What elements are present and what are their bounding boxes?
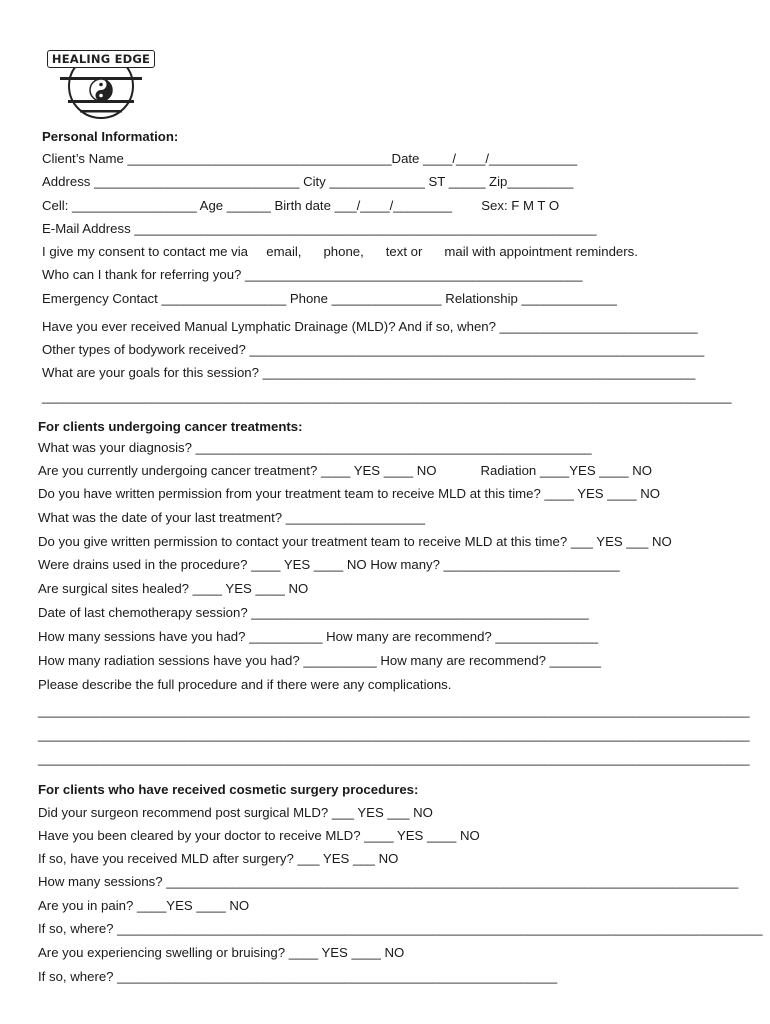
- mld-after-surgery-question[interactable]: If so, have you received MLD after surgery? ___ YES ___ NO: [38, 851, 399, 866]
- procedure-description-line-2[interactable]: _________________________________________________________________________________________________: [38, 727, 750, 742]
- emergency-contact-field[interactable]: Emergency Contact _________________ Phone _______________ Relationship _____________: [42, 291, 617, 306]
- email-address-field[interactable]: E-Mail Address _______________________________________________________________: [42, 221, 597, 236]
- personal-info-heading: Personal Information:: [42, 129, 179, 144]
- current-treatment-question[interactable]: Are you currently undergoing cancer treatment? ____ YES ____ NO Radiation ____YES ____ NO: [38, 463, 653, 478]
- pain-location-field[interactable]: If so, where? ________________________________________________________________________________________: [38, 921, 763, 936]
- swelling-question[interactable]: Are you experiencing swelling or bruising? ____ YES ____ NO: [38, 945, 405, 960]
- last-chemo-date-field[interactable]: Date of last chemotherapy session? ______________________________________________: [38, 605, 589, 620]
- radiation-sessions-field[interactable]: How many radiation sessions have you had? __________ How many are recommend? _______: [38, 653, 602, 668]
- contact-consent-line[interactable]: I give my consent to contact me via email, phone, text or mail with appointment reminders.: [42, 244, 638, 259]
- surgeon-recommend-question[interactable]: Did your surgeon recommend post surgical MLD? ___ YES ___ NO: [38, 805, 433, 820]
- cell-age-birthdate-sex-field[interactable]: Cell: _________________ Age ______ Birth date ___/____/________ Sex: F M T O: [42, 198, 560, 213]
- mld-history-field[interactable]: Have you ever received Manual Lymphatic Drainage (MLD)? And if so, when? ___________________________: [42, 319, 698, 334]
- session-goals-continuation-field[interactable]: ______________________________________________________________________________________________: [42, 389, 732, 404]
- procedure-description-line-3[interactable]: _________________________________________________________________________________________________: [38, 751, 750, 766]
- contact-team-permission-question[interactable]: Do you give written permission to contact your treatment team to receive MLD at this time? ___ YES ___ NO: [38, 534, 672, 549]
- swelling-location-field[interactable]: If so, where? ____________________________________________________________: [38, 969, 558, 984]
- last-treatment-date-field[interactable]: What was the date of your last treatment? ___________________: [38, 510, 426, 525]
- sessions-count-field[interactable]: How many sessions have you had? __________ How many are recommend? ______________: [38, 629, 599, 644]
- written-permission-question[interactable]: Do you have written permission from your treatment team to receive MLD at this time? ____ YES ____ NO: [38, 486, 661, 501]
- procedure-description-line-1[interactable]: _________________________________________________________________________________________________: [38, 703, 750, 718]
- session-goals-field[interactable]: What are your goals for this session? ___________________________________________________________: [42, 365, 696, 380]
- cosmetic-sessions-field[interactable]: How many sessions? ______________________________________________________________________________: [38, 874, 739, 889]
- drains-question[interactable]: Were drains used in the procedure? ____ YES ____ NO How many? ________________________: [38, 557, 620, 572]
- procedure-description-prompt: Please describe the full procedure and if there were any complications.: [38, 677, 452, 692]
- doctor-cleared-question[interactable]: Have you been cleared by your doctor to receive MLD? ____ YES ____ NO: [38, 828, 480, 843]
- pain-question[interactable]: Are you in pain? ____YES ____ NO: [38, 898, 250, 913]
- logo-wordmark: HEALING EDGE: [47, 50, 155, 68]
- cancer-section-heading: For clients undergoing cancer treatments:: [38, 419, 303, 434]
- client-name-date-field[interactable]: Client’s Name ____________________________________Date ____/____/____________: [42, 151, 578, 166]
- cosmetic-section-heading: For clients who have received cosmetic surgery procedures:: [38, 782, 419, 797]
- address-field[interactable]: Address ____________________________ City _____________ ST _____ Zip_________: [42, 174, 574, 189]
- diagnosis-field[interactable]: What was your diagnosis? ______________________________________________________: [38, 440, 592, 455]
- surgical-sites-question[interactable]: Are surgical sites healed? ____ YES ____ NO: [38, 581, 309, 596]
- referral-field[interactable]: Who can I thank for referring you? ______________________________________________: [42, 267, 583, 282]
- healing-edge-logo: [44, 42, 158, 120]
- bodywork-field[interactable]: Other types of bodywork received? ______________________________________________________________: [42, 342, 705, 357]
